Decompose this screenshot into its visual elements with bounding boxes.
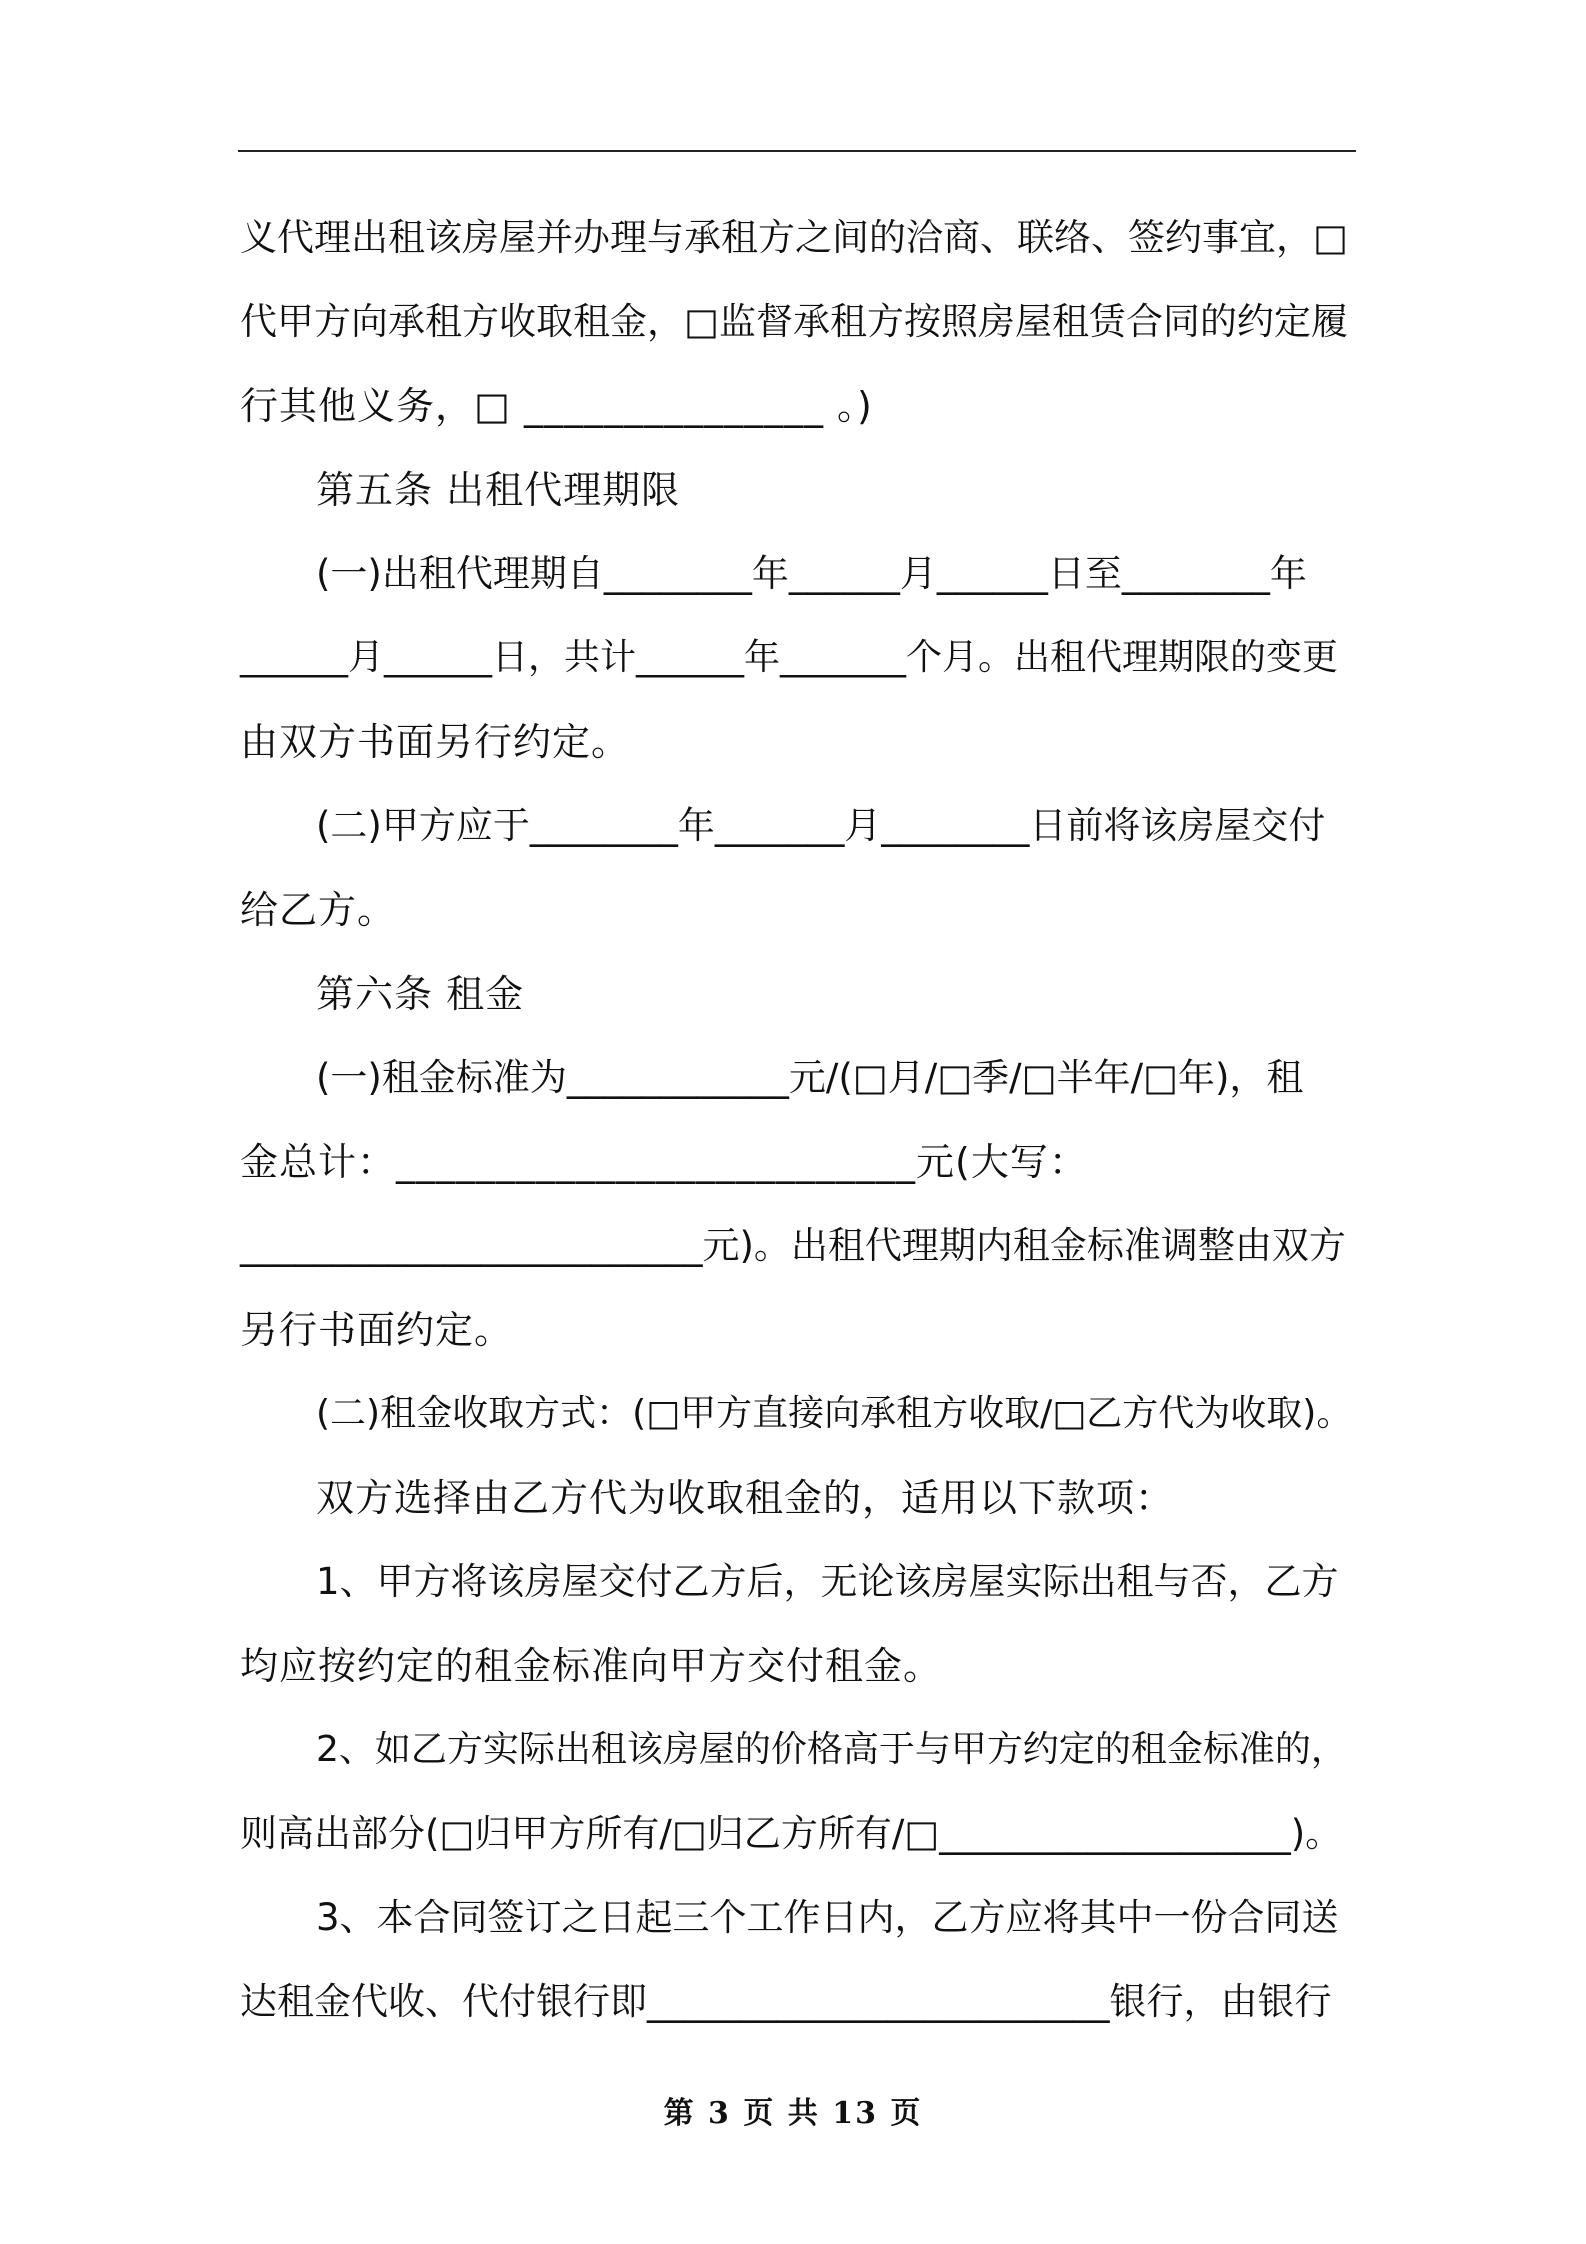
paragraph-line: _________________________元)。出租代理期内租金标准调整由双方	[240, 1224, 1346, 1267]
paragraph-line: ______月______日，共计______年_______个月。出租代理期限的变更	[240, 637, 1339, 678]
paragraph-line: 1、甲方将该房屋交付乙方后，无论该房屋实际出租与否，乙方	[316, 1560, 1339, 1603]
paragraph-line: 义代理出租该房屋并办理与承租方之间的洽商、联络、签约事宜，□	[240, 216, 1348, 259]
header-divider	[238, 150, 1356, 152]
article-heading: 第六条 租金	[316, 972, 525, 1016]
paragraph-line: 由双方书面另行约定。	[240, 720, 631, 764]
paragraph-line: 达租金代收、代付银行即_________________________银行，由银行	[240, 1980, 1332, 2023]
paragraph-line: 行其他义务，□ _______________ 。)	[240, 384, 873, 428]
paragraph-line: 2、如乙方实际出租该房屋的价格高于与甲方约定的租金标准的，	[316, 1729, 1347, 1770]
paragraph-line: (二)租金收取方式：(□甲方直接向承租方收取/□乙方代为收取)。	[316, 1393, 1353, 1434]
article-heading: 第五条 出租代理期限	[316, 468, 681, 512]
paragraph-line: (二)甲方应于________年_______月________日前将该房屋交付	[316, 804, 1326, 847]
paragraph-line: 双方选择由乙方代为收取租金的，适用以下款项：	[316, 1476, 1175, 1520]
paragraph-line: 金总计：__________________________元(大写：	[240, 1140, 1088, 1184]
paragraph-line: 均应按约定的租金标准向甲方交付租金。	[240, 1644, 943, 1688]
paragraph-line: 另行书面约定。	[240, 1308, 514, 1352]
paragraph-line: 代甲方向承租方收取租金，□监督承租方按照房屋租赁合同的约定履	[240, 300, 1348, 343]
paragraph-line: 给乙方。	[240, 888, 397, 932]
page-number-footer: 第 3 页 共 13 页	[663, 2096, 923, 2131]
paragraph-line: 3、本合同签订之日起三个工作日内，乙方应将其中一份合同送	[316, 1896, 1339, 1939]
paragraph-line: 则高出部分(□归甲方所有/□归乙方所有/□___________________)。	[240, 1812, 1343, 1855]
paragraph-line: (一)出租代理期自________年______月______日至________年	[316, 552, 1307, 595]
contract-body	[240, 196, 1356, 2044]
paragraph-line: (一)租金标准为____________元/(□月/□季/□半年/□年)，租	[316, 1056, 1304, 1099]
